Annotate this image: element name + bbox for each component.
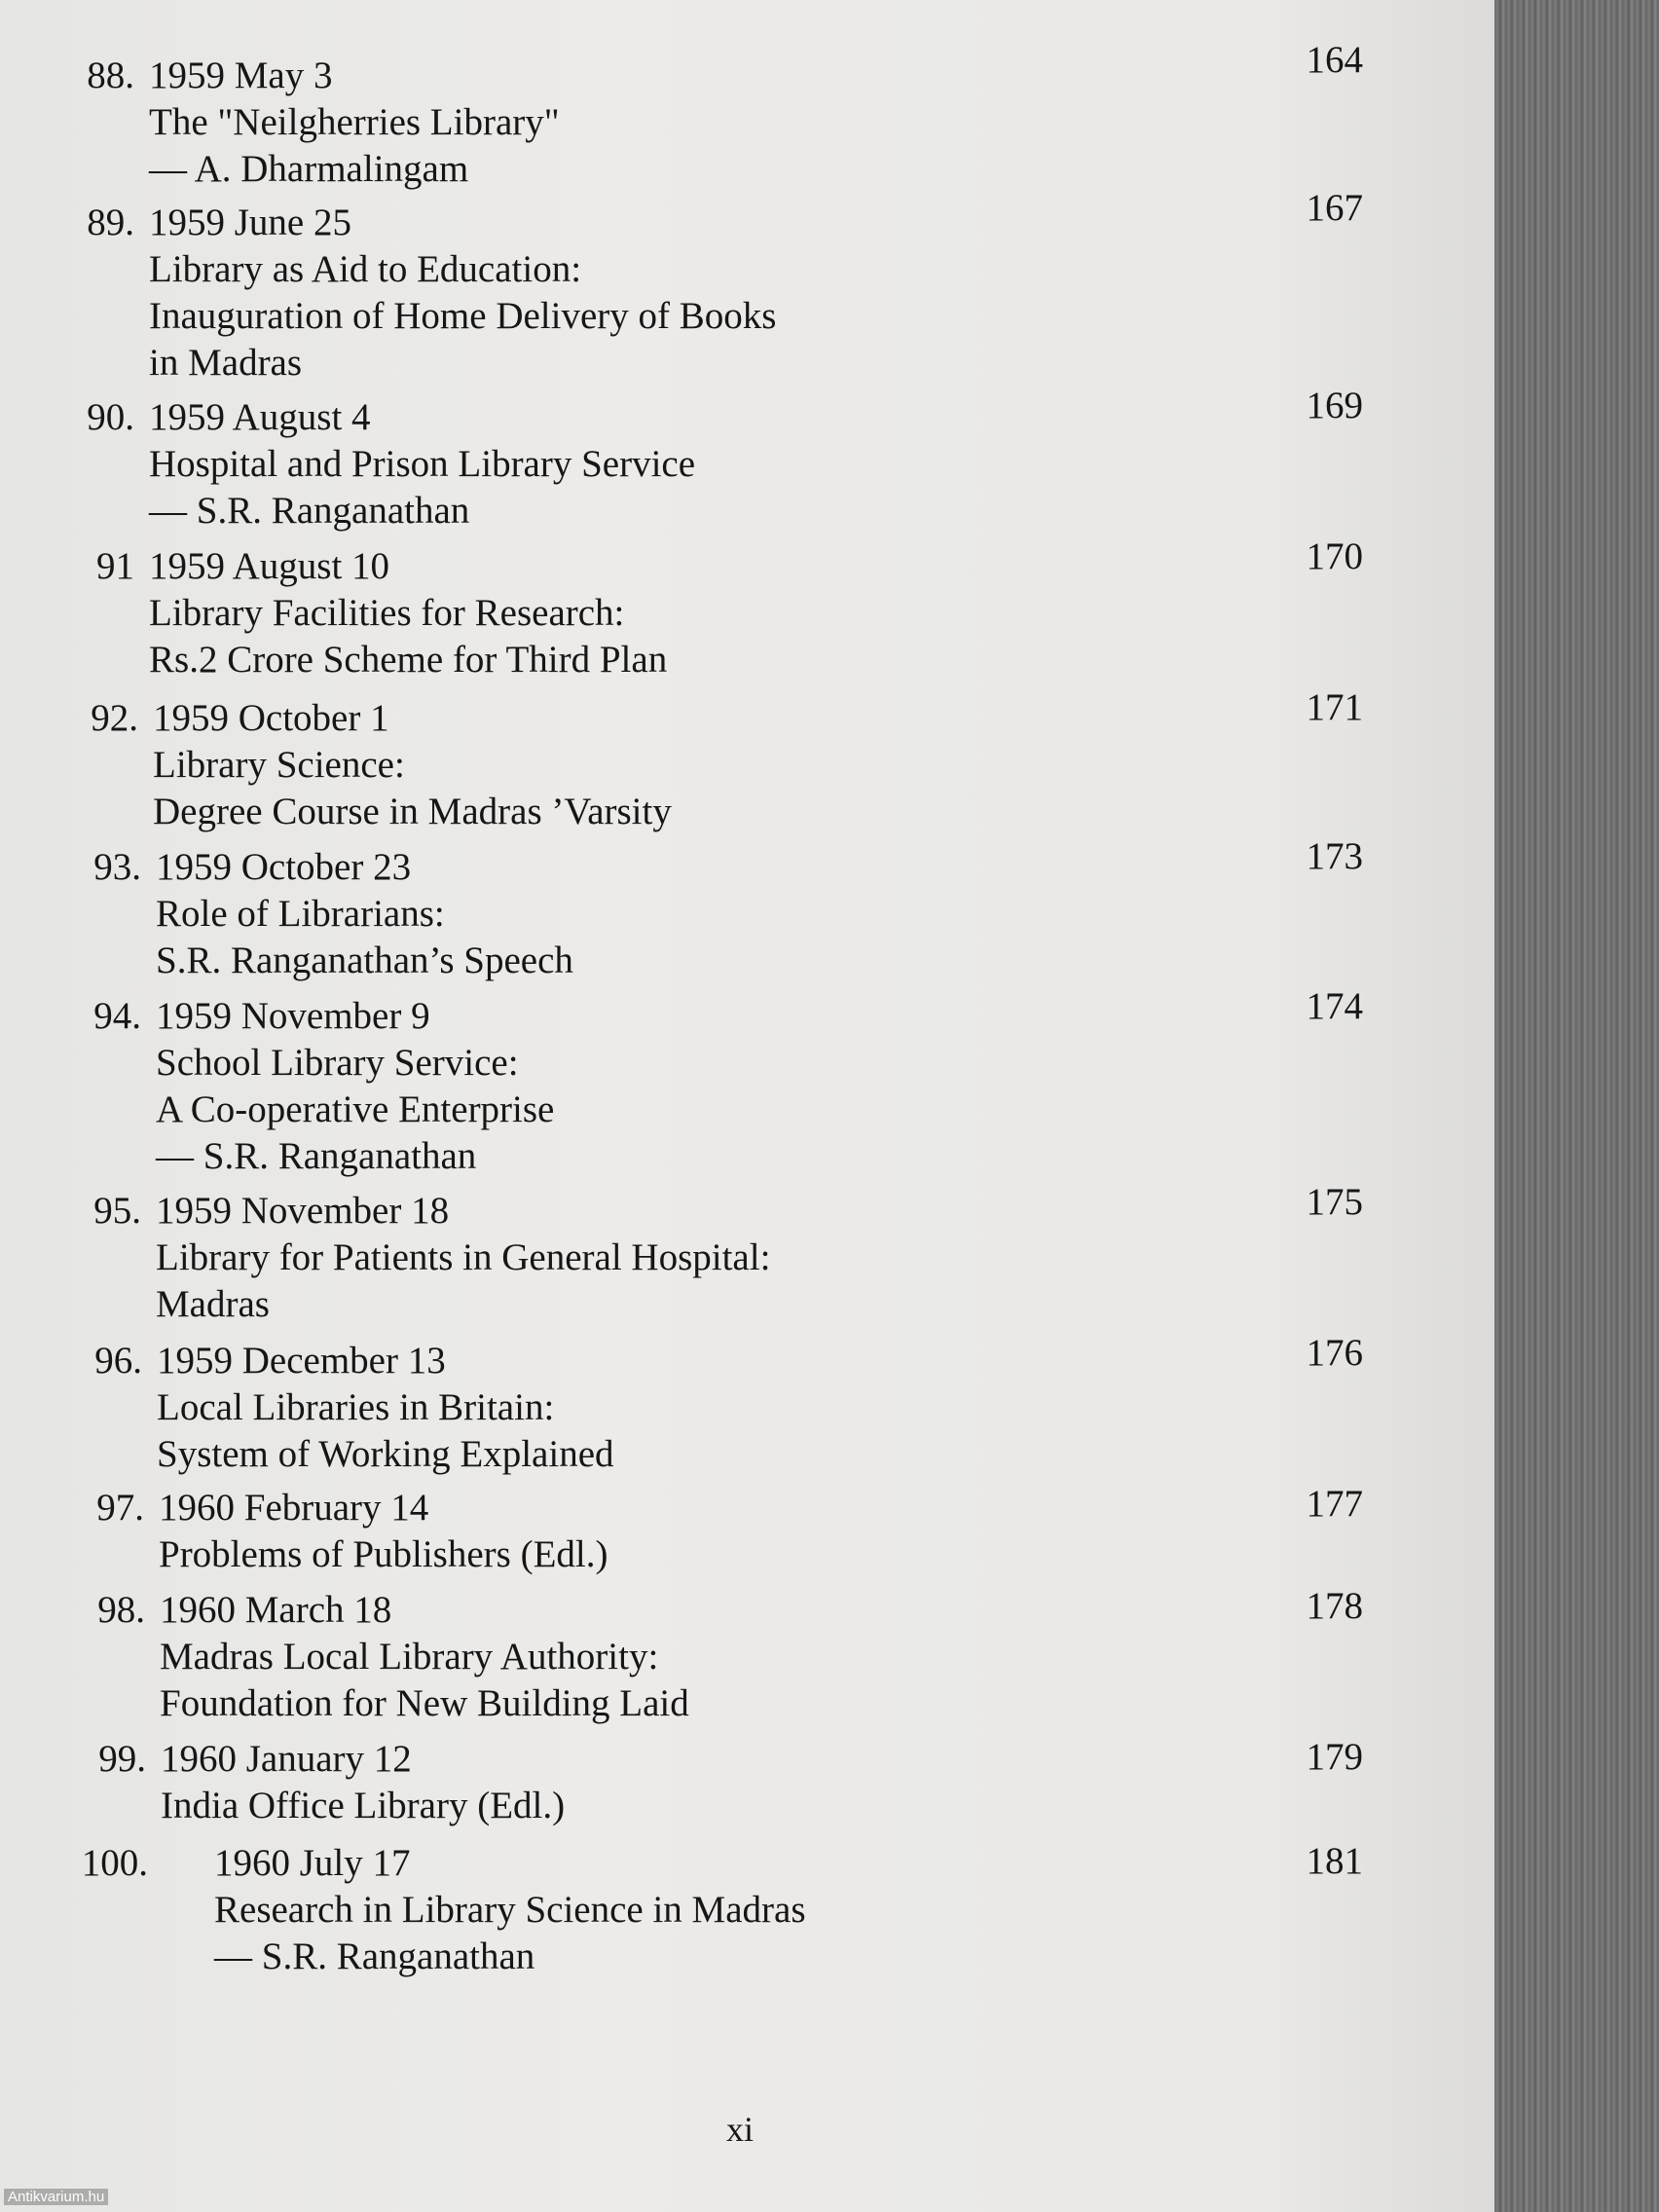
entry-title: Problems of Publishers (Edl.) <box>159 1533 608 1575</box>
entry-date: 1959 November 18 <box>156 1190 450 1232</box>
entry-date: 1959 October 23 <box>156 846 412 888</box>
entry-title: Library Science: <box>153 744 405 786</box>
entry-page-number: 181 <box>1306 1840 1363 1882</box>
page-stack-edge <box>1494 0 1659 2212</box>
entry-page-number: 177 <box>1306 1483 1363 1525</box>
entry-number: 98. <box>97 1589 145 1631</box>
entry-number: 88. <box>87 55 134 96</box>
entry-number: 92. <box>91 697 138 739</box>
entry-title: Rs.2 Crore Scheme for Third Plan <box>149 639 668 681</box>
entry-page-number: 170 <box>1306 535 1363 577</box>
entry-page-number: 176 <box>1306 1332 1363 1374</box>
entry-page-number: 174 <box>1306 985 1363 1027</box>
entry-date: 1959 October 1 <box>153 697 389 739</box>
entry-number: 93. <box>93 846 141 888</box>
entry-date: 1959 June 25 <box>149 202 351 243</box>
entry-date: 1960 January 12 <box>161 1738 412 1780</box>
entry-title: The "Neilgherries Library" <box>149 101 560 143</box>
entry-title: in Madras <box>149 342 303 384</box>
entry-number: 95. <box>93 1190 141 1232</box>
entry-title: Library for Patients in General Hospital: <box>156 1236 771 1278</box>
entry-date: 1959 August 10 <box>149 545 390 587</box>
entry-title: Role of Librarians: <box>156 893 445 935</box>
entry-page-number: 164 <box>1306 39 1363 81</box>
entry-number: 99. <box>98 1738 146 1780</box>
entry-number: 96. <box>94 1340 142 1382</box>
entry-date: 1960 March 18 <box>160 1589 392 1631</box>
entry-title: Hospital and Prison Library Service <box>149 443 696 485</box>
entry-title: Madras <box>156 1283 270 1325</box>
entry-date: 1960 February 14 <box>159 1487 429 1529</box>
entry-number: 97. <box>96 1487 144 1529</box>
entry-date: 1959 December 13 <box>157 1340 446 1382</box>
entry-title: Degree Course in Madras ’Varsity <box>153 791 672 832</box>
entry-author: — A. Dharmalingam <box>149 148 469 190</box>
entry-number: 89. <box>87 202 134 243</box>
entry-date: 1959 May 3 <box>149 55 333 96</box>
entry-title: Research in Library Science in Madras <box>214 1889 806 1931</box>
entry-page-number: 167 <box>1306 187 1363 229</box>
entry-title: Local Libraries in Britain: <box>157 1386 555 1428</box>
entry-title: A Co-operative Enterprise <box>156 1088 555 1130</box>
entry-page-number: 171 <box>1306 686 1363 728</box>
entry-number: 91 <box>96 545 134 587</box>
entry-author: — S.R. Ranganathan <box>149 490 470 532</box>
entry-date: 1960 July 17 <box>214 1842 411 1884</box>
entry-page-number: 169 <box>1306 385 1363 426</box>
entry-number: 100. <box>81 1842 148 1884</box>
page-folio: xi <box>725 2110 754 2149</box>
entry-page-number: 179 <box>1306 1736 1363 1778</box>
entry-author: — S.R. Ranganathan <box>156 1135 477 1177</box>
entry-number: 94. <box>93 995 141 1037</box>
entry-title: India Office Library (Edl.) <box>161 1785 566 1826</box>
entry-title: S.R. Ranganathan’s Speech <box>156 940 573 981</box>
entry-date: 1959 August 4 <box>149 396 371 438</box>
entry-title: Library Facilities for Research: <box>149 592 625 634</box>
entry-number: 90. <box>87 396 134 438</box>
entry-page-number: 175 <box>1306 1181 1363 1223</box>
entry-page-number: 173 <box>1306 835 1363 877</box>
entry-title: Madras Local Library Authority: <box>160 1636 659 1677</box>
entry-title: Foundation for New Building Laid <box>160 1682 689 1724</box>
entry-title: Inauguration of Home Delivery of Books <box>149 295 777 337</box>
watermark: Antikvarium.hu <box>4 2189 108 2205</box>
entry-title: School Library Service: <box>156 1042 519 1084</box>
entry-page-number: 178 <box>1306 1585 1363 1627</box>
entry-author: — S.R. Ranganathan <box>214 1936 535 1977</box>
entry-title: System of Working Explained <box>157 1433 614 1475</box>
entry-date: 1959 November 9 <box>156 995 430 1037</box>
entry-title: Library as Aid to Education: <box>149 248 582 290</box>
